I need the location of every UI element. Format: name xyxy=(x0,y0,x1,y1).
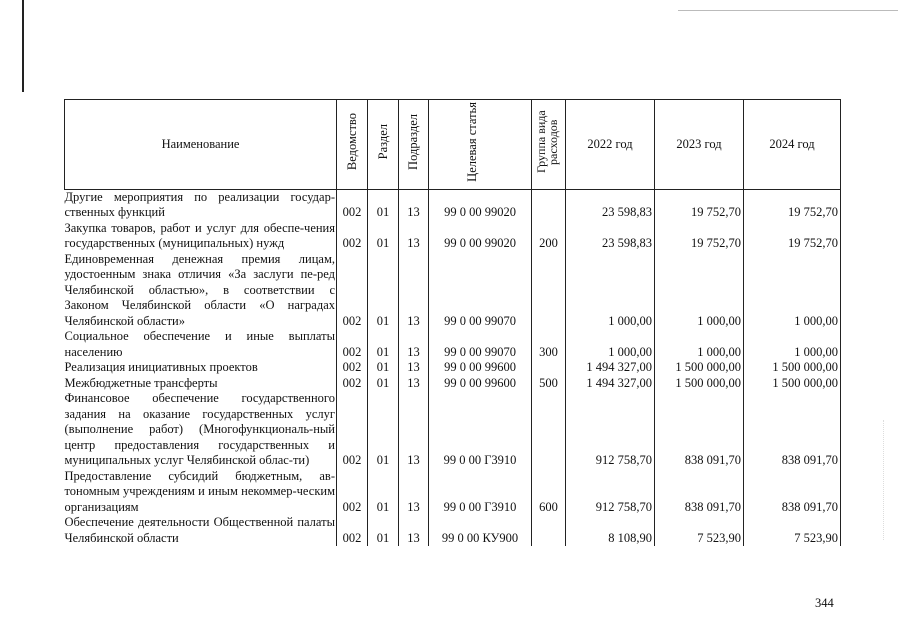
cell-podrazdel: 13 xyxy=(399,360,429,376)
cell-2024: 1 000,00 xyxy=(744,329,841,360)
table-row xyxy=(65,221,841,252)
cell-2022: 1 494 327,00 xyxy=(566,360,655,376)
cell-gruppa: 200 xyxy=(532,221,566,252)
row-name: Единовременная денежная премия лицам, удостоенным знака отличия «За заслуги пе-ред Челябинской областью», в соответствии с Законом Челябинской области «О наградах Челябинской области» xyxy=(64,251,335,328)
cell-celevaya: 99 0 00 99600 xyxy=(429,376,532,392)
table-body xyxy=(65,189,841,546)
cell-2024: 1 500 000,00 xyxy=(744,360,841,376)
cell-celevaya: 99 0 00 Г3910 xyxy=(429,469,532,516)
cell-razdel: 01 xyxy=(368,329,399,360)
cell-vedomstvo: 002 xyxy=(337,329,368,360)
cell-2022: 23 598,83 xyxy=(566,189,655,221)
cell-2022: 1 494 327,00 xyxy=(566,376,655,392)
cell-podrazdel: 13 xyxy=(399,189,429,221)
cell-podrazdel: 13 xyxy=(399,391,429,469)
cell-vedomstvo: 002 xyxy=(337,376,368,392)
header-2023: 2023 год xyxy=(655,100,744,190)
cell-podrazdel: 13 xyxy=(399,515,429,546)
cell-gruppa xyxy=(532,515,566,546)
cell-celevaya: 99 0 00 99070 xyxy=(429,252,532,330)
cell-podrazdel: 13 xyxy=(399,221,429,252)
row-name: Реализация инициативных проектов xyxy=(64,360,258,374)
cell-2024: 838 091,70 xyxy=(744,391,841,469)
cell-gruppa: 500 xyxy=(532,376,566,392)
cell-podrazdel: 13 xyxy=(399,469,429,516)
cell-2023: 19 752,70 xyxy=(655,221,744,252)
cell-2023: 1 500 000,00 xyxy=(655,376,744,392)
cell-celevaya: 99 0 00 Г3910 xyxy=(429,391,532,469)
table-row xyxy=(65,376,841,392)
page-number: 344 xyxy=(815,596,834,610)
cell-razdel: 01 xyxy=(368,189,399,221)
row-name: Предоставление субсидий бюджетным, ав-тономным учреждениям и иным некоммер-ческим организациям xyxy=(64,468,335,514)
cell-podrazdel: 13 xyxy=(399,329,429,360)
scan-artifact-line xyxy=(678,10,898,11)
scan-artifact-dots xyxy=(883,420,885,540)
cell-2024: 19 752,70 xyxy=(744,221,841,252)
cell-vedomstvo: 002 xyxy=(337,515,368,546)
table-row xyxy=(65,469,841,516)
cell-2022: 1 000,00 xyxy=(566,252,655,330)
cell-2024: 19 752,70 xyxy=(744,189,841,221)
table-row xyxy=(65,360,841,376)
cell-vedomstvo: 002 xyxy=(337,391,368,469)
header-2022: 2022 год xyxy=(566,100,655,190)
cell-2023: 1 000,00 xyxy=(655,329,744,360)
cell-vedomstvo: 002 xyxy=(337,189,368,221)
row-name: Закупка товаров, работ и услуг для обеспе-чения государственных (муниципальных) нужд xyxy=(64,220,335,250)
scan-artifact-edge xyxy=(22,0,24,92)
row-name: Другие мероприятия по реализации государ-ственных функций xyxy=(64,189,335,219)
cell-gruppa xyxy=(532,189,566,221)
cell-2023: 1 000,00 xyxy=(655,252,744,330)
cell-2024: 1 500 000,00 xyxy=(744,376,841,392)
cell-podrazdel: 13 xyxy=(399,376,429,392)
cell-celevaya: 99 0 00 КУ900 xyxy=(429,515,532,546)
cell-vedomstvo: 002 xyxy=(337,221,368,252)
cell-razdel: 01 xyxy=(368,221,399,252)
cell-gruppa xyxy=(532,391,566,469)
cell-2022: 912 758,70 xyxy=(566,391,655,469)
cell-2023: 838 091,70 xyxy=(655,469,744,516)
cell-2022: 1 000,00 xyxy=(566,329,655,360)
cell-razdel: 01 xyxy=(368,252,399,330)
row-name: Социальное обеспечение и иные выплаты населению xyxy=(64,329,335,359)
header-2024: 2024 год xyxy=(744,100,841,190)
header-celevaya: Целевая статья xyxy=(429,100,532,190)
cell-vedomstvo: 002 xyxy=(337,360,368,376)
row-name: Межбюджетные трансферты xyxy=(64,375,218,390)
header-podrazdel: Подраздел xyxy=(399,100,429,190)
table-row xyxy=(65,515,841,546)
table-row xyxy=(65,329,841,360)
cell-2023: 7 523,90 xyxy=(655,515,744,546)
table-header-row xyxy=(65,100,841,190)
cell-gruppa xyxy=(532,360,566,376)
cell-2022: 23 598,83 xyxy=(566,221,655,252)
cell-podrazdel: 13 xyxy=(399,252,429,330)
cell-gruppa xyxy=(532,252,566,330)
cell-2024: 1 000,00 xyxy=(744,252,841,330)
cell-vedomstvo: 002 xyxy=(337,469,368,516)
cell-2024: 838 091,70 xyxy=(744,469,841,516)
cell-2024: 7 523,90 xyxy=(744,515,841,546)
cell-2022: 8 108,90 xyxy=(566,515,655,546)
cell-2023: 19 752,70 xyxy=(655,189,744,221)
cell-2023: 838 091,70 xyxy=(655,391,744,469)
header-gruppa: Группа вида расходов xyxy=(532,100,566,190)
table-row xyxy=(65,391,841,469)
cell-celevaya: 99 0 00 99600 xyxy=(429,360,532,376)
cell-razdel: 01 xyxy=(368,469,399,516)
row-name: Обеспечение деятельности Общественной палаты Челябинской области xyxy=(64,515,335,545)
cell-celevaya: 99 0 00 99020 xyxy=(429,221,532,252)
cell-2023: 1 500 000,00 xyxy=(655,360,744,376)
cell-gruppa: 300 xyxy=(532,329,566,360)
cell-2022: 912 758,70 xyxy=(566,469,655,516)
cell-vedomstvo: 002 xyxy=(337,252,368,330)
table-row xyxy=(65,189,841,221)
cell-celevaya: 99 0 00 99020 xyxy=(429,189,532,221)
cell-razdel: 01 xyxy=(368,360,399,376)
header-razdel: Раздел xyxy=(368,100,399,190)
table-row xyxy=(65,252,841,330)
cell-razdel: 01 xyxy=(368,391,399,469)
cell-razdel: 01 xyxy=(368,515,399,546)
header-name: Наименование xyxy=(65,100,337,190)
row-name: Финансовое обеспечение государственного задания на оказание государственных услуг (выполнение работ) (Многофункциональ-ный центр предоставления государственных и муниципальных услуг Челябинской облас-ти) xyxy=(64,391,335,467)
cell-razdel: 01 xyxy=(368,376,399,392)
budget-table xyxy=(64,99,841,546)
header-vedomstvo: Ведомство xyxy=(337,100,368,190)
cell-celevaya: 99 0 00 99070 xyxy=(429,329,532,360)
cell-gruppa: 600 xyxy=(532,469,566,516)
